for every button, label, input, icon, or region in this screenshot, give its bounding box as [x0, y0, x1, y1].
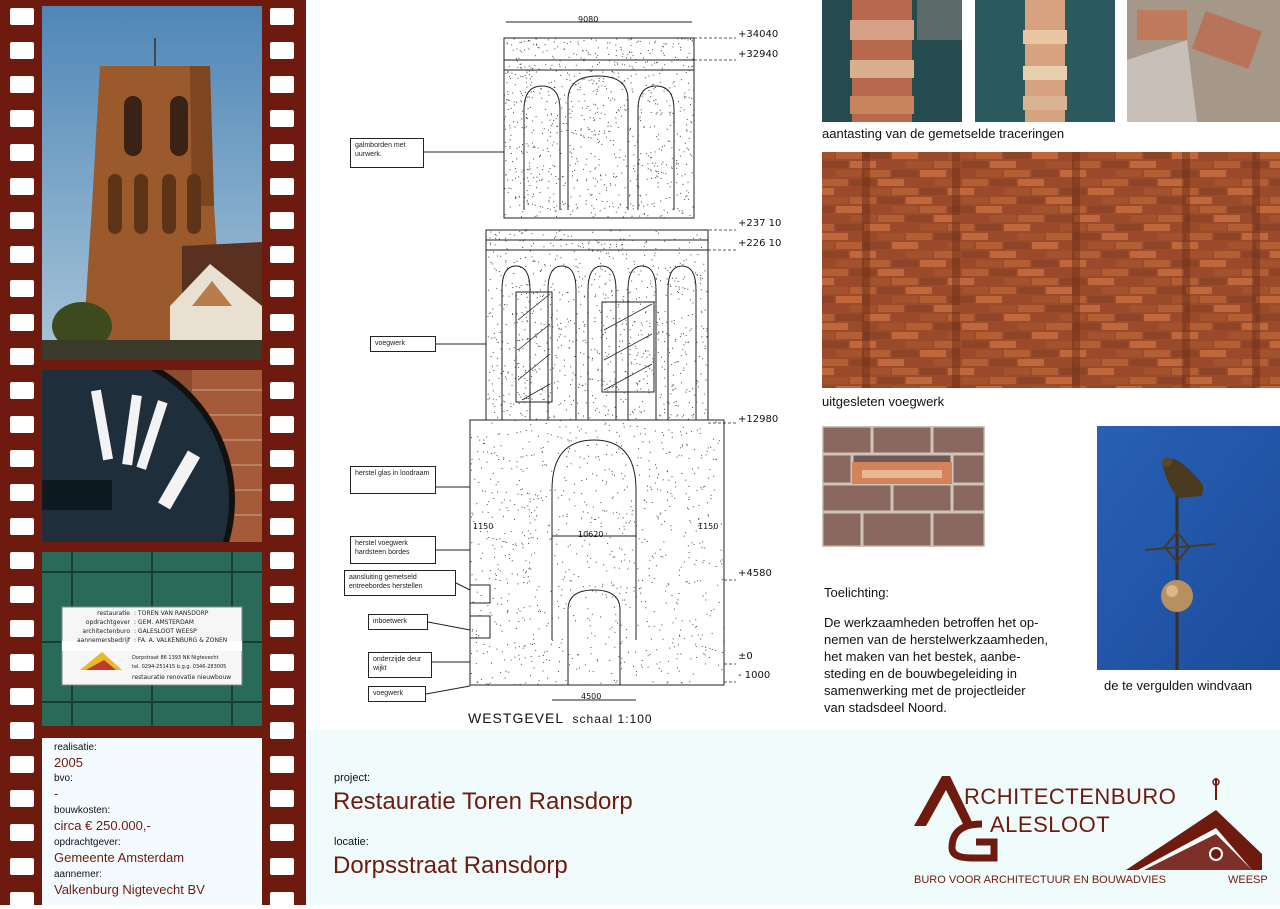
tracery-photo-1: [822, 0, 962, 122]
drawing-title: [468, 710, 653, 726]
sign-row-value: : FA. A. VALKENBURG & ZONEN: [134, 637, 228, 644]
film-hole: [10, 178, 34, 195]
level-7: ±0: [738, 651, 753, 662]
tracery-photo-2: [975, 0, 1115, 122]
film-hole: [270, 416, 294, 433]
film-hole: [270, 382, 294, 399]
film-hole: [270, 348, 294, 365]
film-hole: [10, 42, 34, 59]
film-hole: [270, 246, 294, 263]
film-hole: [270, 178, 294, 195]
logo-line1: RCHITECTENBURO: [964, 784, 1177, 809]
sign-row-label: aannemersbedrijf: [76, 637, 130, 644]
film-hole: [10, 76, 34, 93]
film-hole: [270, 280, 294, 297]
weather-vane-photo: [1097, 426, 1280, 670]
film-hole: [10, 110, 34, 127]
caption-pointing: uitgesleten voegwerk: [822, 394, 945, 409]
sign-row: [66, 627, 240, 636]
caption-vane: de te vergulden windvaan: [1104, 678, 1253, 693]
locatie-label: locatie:: [334, 836, 369, 848]
level-8: - 1000: [738, 670, 771, 681]
toelichting-line: van stadsdeel Noord.: [824, 700, 947, 715]
aannemer-label: aannemer:: [54, 869, 102, 880]
film-hole: [10, 688, 34, 705]
film-hole: [270, 756, 294, 773]
sign-row-label: restauratie: [97, 610, 130, 617]
film-hole: [270, 858, 294, 875]
film-hole: [10, 790, 34, 807]
dim-bottom: 4500: [581, 692, 602, 701]
film-hole: [10, 484, 34, 501]
film-hole: [10, 586, 34, 603]
film-hole: [10, 858, 34, 875]
film-hole: [270, 722, 294, 739]
film-hole: [270, 76, 294, 93]
sign-row: [66, 636, 240, 645]
toelichting-heading: Toelichting:: [824, 585, 890, 600]
sign-rows: [66, 609, 240, 645]
dim-top: 9080: [578, 15, 599, 24]
clock-photo: [42, 370, 262, 542]
opdrachtgever-label: opdrachtgever:: [54, 837, 121, 848]
bvo-label: bvo:: [54, 773, 73, 784]
film-hole: [270, 586, 294, 603]
bvo-value: -: [54, 786, 59, 801]
toelichting-line: samenwerking met de projectleider: [824, 683, 1026, 698]
logo-place: WEESP: [1228, 874, 1268, 886]
film-hole: [10, 314, 34, 331]
callout-aansluiting: aansluiting gemetseld entreebordes herstellen: [344, 570, 456, 596]
dim-mid: 10620: [578, 530, 604, 539]
film-hole: [270, 450, 294, 467]
film-hole: [10, 892, 34, 909]
callout-onderzijde-deur: onderzijde deur wijkt: [368, 652, 432, 678]
film-hole: [10, 348, 34, 365]
level-5: +12980: [738, 414, 779, 425]
film-hole: [10, 552, 34, 569]
logo-tagline: BURO VOOR ARCHITECTUUR EN BOUWADVIES: [914, 874, 1167, 886]
sign-row: [66, 609, 240, 618]
realisatie-label: realisatie:: [54, 742, 97, 753]
sign-row-value: : GALESLOOT WEESP: [134, 628, 197, 635]
tower-photo: [42, 6, 262, 360]
callout-inboetwerk: inboetwerk: [368, 614, 428, 630]
sign-phone: tel. 0294-251415 b.g.g. 0346-283005: [132, 664, 227, 670]
galesloot-logo: [912, 770, 1272, 900]
film-hole: [270, 620, 294, 637]
film-hole: [270, 8, 294, 25]
westgevel-drawing: [306, 0, 816, 730]
realisatie-value: 2005: [54, 755, 83, 770]
toelichting-line: het maken van het bestek, aanbe-: [824, 649, 1021, 664]
film-hole: [10, 416, 34, 433]
caption-tracery: aantasting van de gemetselde traceringen: [822, 126, 1065, 141]
film-hole: [10, 518, 34, 535]
film-hole: [10, 722, 34, 739]
project-info-panel: [42, 738, 262, 905]
film-hole: [270, 110, 294, 127]
film-hole: [270, 688, 294, 705]
film-hole: [10, 654, 34, 671]
sign-row-value: : GEM. AMSTERDAM: [134, 619, 194, 626]
pointing-photo: [822, 152, 1280, 388]
film-hole: [270, 790, 294, 807]
dim-right: 1150: [698, 522, 719, 531]
callout-glas-in-lood: herstel glas in loodraam: [350, 466, 436, 494]
project-band: [306, 730, 1280, 905]
film-hole: [270, 824, 294, 841]
film-hole: [10, 212, 34, 229]
film-hole: [270, 144, 294, 161]
toelichting-body: [824, 614, 1048, 716]
callout-galmborden: galmborden met uurwerk.: [350, 138, 424, 168]
construction-sign-photo: [42, 552, 262, 726]
toelichting-line: steding en de bouwbegeleiding in: [824, 666, 1017, 681]
film-hole: [10, 246, 34, 263]
sign-row: [66, 618, 240, 627]
level-2: +32940: [738, 49, 779, 60]
tracery-photo-3: [1127, 0, 1280, 122]
level-1: +34040: [738, 29, 779, 40]
film-hole: [270, 314, 294, 331]
logo-line2: ALESLOOT: [990, 812, 1111, 837]
sign-row-value: : TOREN VAN RANSDORP: [134, 610, 209, 617]
film-hole: [10, 824, 34, 841]
film-hole: [10, 620, 34, 637]
opdrachtgever-value: Gemeente Amsterdam: [54, 850, 185, 865]
film-hole: [270, 518, 294, 535]
film-hole: [270, 654, 294, 671]
level-3: +237 10: [738, 218, 782, 229]
film-hole: [270, 552, 294, 569]
film-hole: [10, 756, 34, 773]
bouwkosten-label: bouwkosten:: [54, 805, 111, 816]
aannemer-value: Valkenburg Nigtevecht BV: [54, 882, 205, 897]
drawing-scale: schaal 1:100: [572, 712, 653, 726]
callout-voegwerk-top: voegwerk: [370, 336, 436, 352]
project-title: Restauratie Toren Ransdorp: [333, 788, 633, 815]
sign-address: Dorpstraat 86 1393 NK Nigtevecht: [132, 655, 219, 661]
inbox-photo: [822, 426, 985, 547]
toelichting-line: nemen van de herstelwerkzaamheden,: [824, 632, 1049, 647]
level-4: +226 10: [738, 238, 782, 249]
sign-row-label: architectenburo: [82, 628, 130, 635]
callout-herstel-voegwerk: herstel voegwerk hardsteen bordes: [350, 536, 436, 564]
film-hole: [270, 484, 294, 501]
project-label: project:: [334, 772, 371, 784]
bouwkosten-value: circa € 250.000,-: [54, 818, 151, 833]
locatie-value: Dorpsstraat Ransdorp: [333, 852, 568, 879]
film-hole: [10, 450, 34, 467]
level-6: +4580: [738, 568, 772, 579]
callout-voegwerk-bottom: voegwerk: [368, 686, 426, 702]
film-hole: [10, 144, 34, 161]
toelichting-line: De werkzaamheden betroffen het op-: [824, 615, 1039, 630]
sign-footer: restauratie renovatie nieuwbouw: [132, 674, 232, 681]
film-hole: [10, 8, 34, 25]
film-hole: [10, 382, 34, 399]
film-hole: [270, 892, 294, 909]
dim-left: 1150: [473, 522, 494, 531]
film-hole: [270, 42, 294, 59]
drawing-title-text: WESTGEVEL: [468, 710, 564, 726]
sign-row-label: opdrachtgever: [85, 619, 130, 626]
film-hole: [270, 212, 294, 229]
film-hole: [10, 280, 34, 297]
